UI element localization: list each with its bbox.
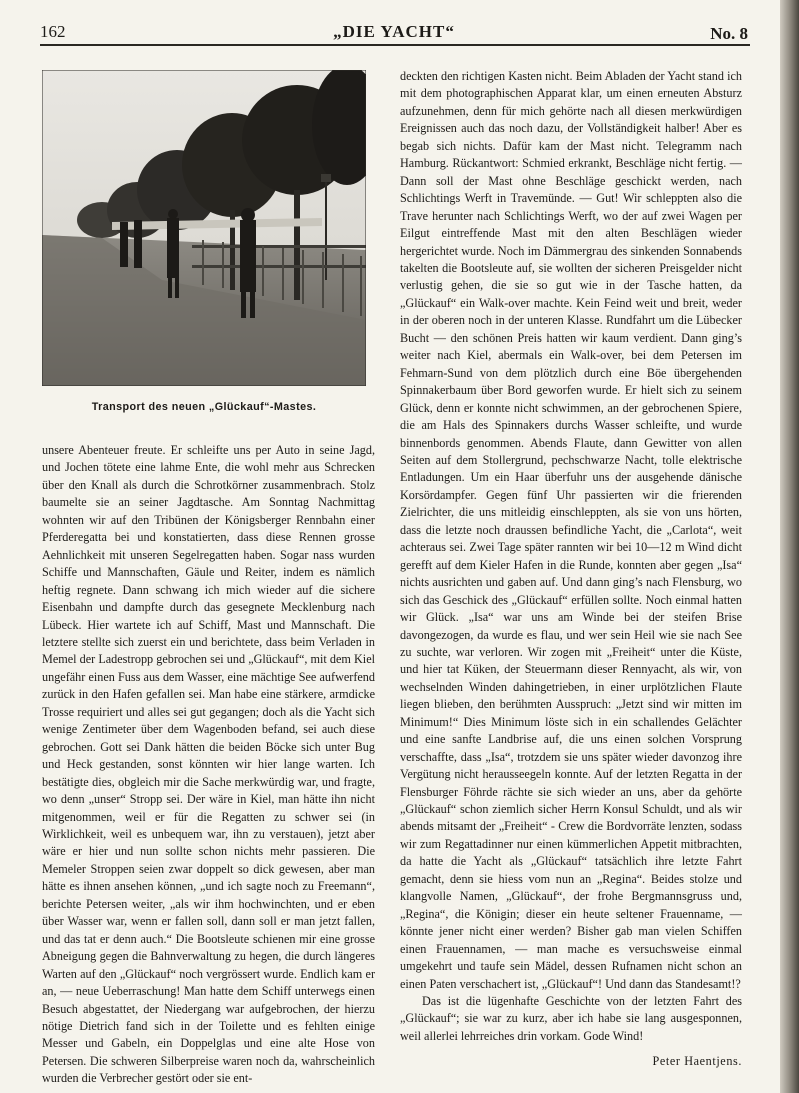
- right-paragraph-1: deckten den richtigen Kasten nicht. Beim Abladen der Yacht stand ich mit dem photographischen Apparat klar, um einen erneuten Absturz aufzunehmen, denn für mich gehörte nach all diesen merkwürdigen Ereignissen auch das noch dazu, der Vollständigkeit halber! Aber es begab sich nichts. Dafür kam der Mast nicht. Telegramm nach Hamburg. Rückantwort: Schmied erkrankt, Beschläge nicht fertig. — Dann soll der Mast ohne Beschläge geschickt werden, nach Schlichtings Werft in Travemünde. — Gut! Wir schleppten also die Trave herunter nach Schlichtings Werft, wo der auf zwei Wagen per Eilgut eintreffende Mast mit den alten Beschlägen wieder hergerichtet wurde. Noch im Dämmergrau des sinkenden Sonnabends takelten die Bootsleute auf, sie wollten der sicheren Preisgelder nicht verlustig gehen, die sie so gut wie in der Tasche hatten, da „Glückauf“ ein Walk-over machte. Kein Feind weit und breit, weder in der oberen noch in der unteren Klasse. Rundfahrt um die Lübecker Bucht — den schönen Preis hatten wir kaum verdient. Dann ging’s weiter nach Kiel, abermals ein Walk-over, bei dem Petersen im Fehmarn-Sund von dem plötzlich durch eine Böe übergehenden Spinnakerbaum über Bord geworfen wurde. Er hielt sich zu seinem Glück, denn er konnte nicht schwimmen, an der gebrochenen Spiere, die am Hals des Spinnakers durchs Wasser schleifte, und wurde binnenbords genommen. Abends Flaute, dann Gewitter von allen Seiten auf dem Stollergrund, pechschwarze Nacht, tolle elektrische Entladungen. Um ein Haar überfuhr uns der ausgehende dänische Korsördampfer. Gegen fünf Uhr passierten wir die frierenden Zielrichter, die uns mitleidig einschleppten, als sie von uns hörten, dass die letzte noch draussen befindliche Yacht, die „Carlota“, weit achteraus sei. Zwei Tage später rannten wir bei 10—12 m Wind dicht gerefft auf dem Kieler Hafen in die Runde, konnten aber gegen „Isa“ nichts ausrichten und gaben auf. Und dann ging’s nach Flensburg, wo sich das Geschick des „Glückauf“ erfüllen sollte. Noch einmal hatten wir Glück. „Isa“ war uns am Winde bei der steifen Brise davongezogen, da wurde es flau, und wer sein Heil wie sie nach See zu suchte, war verloren. Wir zogen mit „Freiheit“ unter die Küste, und hier tat Küken, der Steuermann dieser Rennyacht, als wir, von wechselnden Winden dahingetrieben, in einer urplötzlichen Flaute liegen blieben, den berühmten Ausspruch: „Jetzt sind wir mitten im Minimum!“ Dies Minimum löste sich in ein schallendes Gelächter und eine sanfte Landbrise auf, die uns einen solchen Vorsprung verschaffte, dass „Isa“, trotzdem sie uns später wieder davonzog ihre Vergütung nicht herausseegeln konnte. Auf der letzten Regatta in der Flensburger Föhrde rächte sie sich wieder an uns, aber da gehörte „Glückauf“ schon ziemlich sicher Herrn Konsul Schuldt, und als wir abends mitsamt der „Freiheit“ - Crew die Bordvorräte lenzten, sodass wir zum Regattadinner nur einen kümmerlichen Appetit mitbrachten, da hatte die Yacht als „Glückauf“ tatsächlich ihre letzte Fahrt gemacht, denn sie hiess vom nun an „Regina“. Beides stolze und klangvolle Namen, „Glückauf“, der frohe Bergmannsgruss und, „Regina“, die Königin; dieser ein heute seltener Frauenname, — könnte jener nicht einer werden? Bisher gab man vielen Schiffen einen Frauennamen, — man mache es versuchsweise einmal umgekehrt und taufe sein Mädel, dessen Rufnamen nicht schon an einen Paten verschachert ist, „Glückauf“! Und dann das Standesamt!?: [400, 69, 742, 991]
- right-paragraph-2: Das ist die lügenhafte Geschichte von der letzten Fahrt des „Glückauf“; sie war zu kurz, aber ich habe sie lang ausgesponnen, weil allerlei lehrreiches drin vorkam. Gode Wind!: [400, 994, 742, 1043]
- issue-number: No. 8: [710, 24, 748, 43]
- author-signature: Peter Haentjens.: [652, 1054, 742, 1069]
- page-number: 162: [40, 22, 66, 41]
- mast-transport-photo: [42, 70, 366, 386]
- right-text-column: [400, 68, 742, 1071]
- page-binding-edge: [780, 0, 799, 1093]
- page-header: [40, 16, 748, 44]
- photo-caption: Transport des neuen „Glückauf“-Mastes.: [91, 401, 317, 413]
- photo-illustration: [42, 70, 366, 386]
- magazine-title: „DIE YACHT“: [333, 22, 455, 41]
- header-rule: [40, 44, 750, 46]
- left-text-column: [42, 442, 375, 1088]
- left-paragraph-1: unsere Abenteuer freute. Er schleifte uns per Auto in seine Jagd, und Jochen tötete eine lahme Ente, die wohl mehr aus Schrecken über den Knall als durch die Schrotkörner zusammenbrach. Stolz baumelte sie an seiner Jagdtasche. Am Sonntag Nachmittag wohnten wir auf den Tribünen der Königsberger Rennbahn einer Pferderegatta bei und konstatierten, dass diese Rennen grosse Aehnlichkeit mit unseren Segelregatten haben. Sogar nass wurden Schiffe und Mannschaften, Gäule und Reiter, indem es nämlich heftig regnete. Dann schwang ich mich wieder auf die sichere Eisenbahn und dampfte durch das gesegnete Mecklenburg nach Lübeck. Hier wartete ich auf Schiff, Mast und Mannschaft. Die letztere stellte sich zuerst ein und berichtete, dass beim Verladen in Memel der Ladestropp gebrochen sei und „Glückauf“, mit dem Kiel ungefähr einen Fuss aus dem Wasser, eine mächtige See aufwerfend zurück in den Hafen gefallen sei. Man habe eine stärkere, armdicke Trosse requiriert und alles sei gut gegangen; doch als die Yacht sich wenige Zentimeter über dem Wagenboden befand, sei auch diese gebrochen. Gott sei Dank hätten die beiden Böcke sich unter Bug und Heck gestanden, sonst könnten wir hier lange warten. Ich bestätigte dies, obgleich mir die Sache merkwürdig war, und fragte, wo denn „unser“ Stropp sei. Der wäre in Kiel, man hätte ihn nicht mitgenommen, weil er für die Regatten zu schwer sei (in Wirklichkeit, weil es unbequem war, ihn zu verstauen), jetzt aber wäre er hier und nun sollte schon nichts mehr passieren. Die Memeler Stroppen seien zwar doppelt so dick gewesen, aber man hätte es ihnen ansehen können, „und ich sagte noch zu Freemann“, berichte Petersen weiter, „als wir ihm hochwinchten, und er eben über Wasser war, wenn er fallen soll, dann soll er man jetzt fallen, und das tat er denn auch.“ Die Bootsleute schienen mir eine grosse Abneigung gegen die Bahnverwaltung zu hegen, die durch längeres Warten auf den „Glückauf“ noch vergrössert wurde. Endlich kam er an, — neue Ueberraschung! Man hatte dem Schiff unterwegs einen Besuch abgestattet, der Niedergang war aufgebrochen, der hierzu nötige Dietrich fand sich in der Toilette und es fehlten einige Messer und Gabeln, ein Doppelglas und eine alte Hose von Petersen. Die schweren Silberpreise waren noch da, wahrscheinlich wurden die Verbrecher gestört oder sie ent-: [42, 443, 375, 1086]
